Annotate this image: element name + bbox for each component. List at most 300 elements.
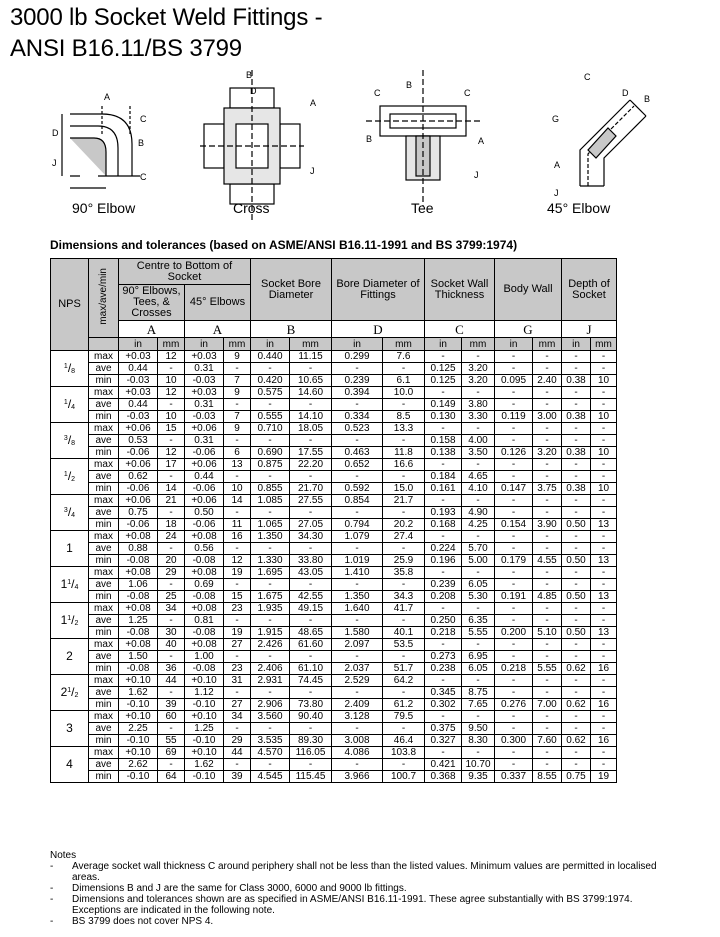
- value-cell: -: [462, 495, 495, 507]
- value-cell: -: [533, 687, 562, 699]
- nps-denominator: 8: [71, 439, 76, 447]
- note-text: Dimensions B and J are the same for Class 3000, 6000 and 9000 lb fittings.: [72, 883, 407, 894]
- table-row: [51, 651, 617, 663]
- table-row: [51, 687, 617, 699]
- nps-whole: 2: [60, 684, 68, 699]
- header-nps: NPS: [51, 259, 89, 351]
- value-cell: -: [383, 651, 425, 663]
- nps-numerator: 3: [63, 506, 68, 514]
- value-cell: -: [495, 471, 533, 483]
- value-cell: -: [383, 723, 425, 735]
- value-cell: 3.128: [332, 711, 383, 723]
- limit-cell: ave: [89, 435, 119, 447]
- dim-letter: A: [185, 321, 251, 338]
- value-cell: 0.50: [562, 591, 591, 603]
- value-cell: 0.238: [425, 663, 462, 675]
- header-centre-elbows-tees: 90° Elbows, Tees, & Crosses: [119, 285, 185, 321]
- value-cell: -: [562, 495, 591, 507]
- value-cell: 0.44: [119, 399, 158, 411]
- header-wall-thickness: Socket Wall Thickness: [425, 259, 495, 321]
- svg-text:C: C: [464, 88, 471, 98]
- unit-header: in: [185, 338, 224, 351]
- svg-text:B: B: [406, 80, 413, 90]
- value-cell: -: [158, 399, 185, 411]
- value-cell: 10: [591, 411, 617, 423]
- limit-cell: max: [89, 711, 119, 723]
- value-cell: -: [224, 579, 251, 591]
- value-cell: -: [383, 759, 425, 771]
- value-cell: -: [290, 363, 332, 375]
- note-item: [50, 916, 660, 927]
- value-cell: 49.15: [290, 603, 332, 615]
- value-cell: +0.08: [119, 639, 158, 651]
- value-cell: 25: [158, 591, 185, 603]
- value-cell: 0.50: [562, 555, 591, 567]
- value-cell: 0.239: [332, 375, 383, 387]
- value-cell: +0.10: [185, 711, 224, 723]
- value-cell: -: [332, 363, 383, 375]
- value-cell: 4.25: [462, 519, 495, 531]
- value-cell: -: [383, 543, 425, 555]
- value-cell: -: [591, 435, 617, 447]
- value-cell: -: [533, 543, 562, 555]
- value-cell: 40: [158, 639, 185, 651]
- value-cell: -: [495, 723, 533, 735]
- value-cell: -: [462, 603, 495, 615]
- dim-letter: J: [562, 321, 617, 338]
- nps-whole: 4: [66, 757, 73, 771]
- value-cell: -: [332, 759, 383, 771]
- value-cell: 74.45: [290, 675, 332, 687]
- value-cell: 30: [158, 627, 185, 639]
- value-cell: 11.8: [383, 447, 425, 459]
- svg-text:B: B: [138, 138, 145, 148]
- value-cell: 10: [158, 411, 185, 423]
- value-cell: 29: [158, 567, 185, 579]
- value-cell: 23: [224, 663, 251, 675]
- value-cell: 46.4: [383, 735, 425, 747]
- value-cell: -: [495, 567, 533, 579]
- value-cell: 6.1: [383, 375, 425, 387]
- value-cell: -: [562, 747, 591, 759]
- unit-header: mm: [462, 338, 495, 351]
- value-cell: -: [533, 579, 562, 591]
- value-cell: 8.30: [462, 735, 495, 747]
- value-cell: 55: [158, 735, 185, 747]
- unit-header: mm: [224, 338, 251, 351]
- value-cell: 2.931: [251, 675, 290, 687]
- value-cell: -: [332, 651, 383, 663]
- value-cell: 0.875: [251, 459, 290, 471]
- value-cell: 10.0: [383, 387, 425, 399]
- value-cell: -: [224, 435, 251, 447]
- value-cell: 6.05: [462, 663, 495, 675]
- value-cell: 19: [591, 771, 617, 783]
- value-cell: 0.184: [425, 471, 462, 483]
- nps-cell: [51, 711, 89, 747]
- limit-cell: ave: [89, 723, 119, 735]
- elbow-45-label: 45° Elbow: [547, 200, 611, 216]
- value-cell: 0.56: [185, 543, 224, 555]
- value-cell: -: [562, 471, 591, 483]
- value-cell: 2.906: [251, 699, 290, 711]
- header-socket-bore: Socket Bore Diameter: [251, 259, 332, 321]
- value-cell: 5.55: [533, 663, 562, 675]
- value-cell: 2.529: [332, 675, 383, 687]
- limit-cell: max: [89, 567, 119, 579]
- value-cell: -: [425, 531, 462, 543]
- value-cell: -0.08: [119, 555, 158, 567]
- note-text: BS 3799 does not cover NPS 4.: [72, 916, 214, 927]
- value-cell: -: [158, 579, 185, 591]
- value-cell: 0.224: [425, 543, 462, 555]
- limit-cell: ave: [89, 507, 119, 519]
- value-cell: -: [562, 387, 591, 399]
- value-cell: +0.08: [119, 531, 158, 543]
- notes-list: [50, 861, 660, 927]
- value-cell: 69: [158, 747, 185, 759]
- table-row: [51, 759, 617, 771]
- value-cell: 34.30: [290, 531, 332, 543]
- table-row: [51, 471, 617, 483]
- value-cell: -: [332, 687, 383, 699]
- nps-numerator: 1: [67, 686, 72, 694]
- value-cell: 12: [158, 387, 185, 399]
- limit-cell: min: [89, 375, 119, 387]
- limit-cell: ave: [89, 543, 119, 555]
- value-cell: 44: [224, 747, 251, 759]
- svg-text:A: A: [310, 98, 317, 108]
- value-cell: 2.409: [332, 699, 383, 711]
- value-cell: -0.10: [185, 735, 224, 747]
- value-cell: 11.15: [290, 351, 332, 363]
- value-cell: 0.31: [185, 435, 224, 447]
- header-centre-to-bottom: Centre to Bottom of Socket: [119, 259, 251, 285]
- table-row: [51, 663, 617, 675]
- value-cell: 0.158: [425, 435, 462, 447]
- value-cell: -0.10: [185, 699, 224, 711]
- value-cell: -: [495, 759, 533, 771]
- value-cell: 7.6: [383, 351, 425, 363]
- table-row: [51, 519, 617, 531]
- value-cell: 0.75: [562, 771, 591, 783]
- value-cell: -0.08: [185, 663, 224, 675]
- nps-whole: 1: [66, 541, 73, 555]
- value-cell: +0.06: [119, 459, 158, 471]
- value-cell: -: [158, 471, 185, 483]
- value-cell: 1.25: [119, 615, 158, 627]
- dim-letter: G: [495, 321, 562, 338]
- table-row: [51, 579, 617, 591]
- value-cell: 4.086: [332, 747, 383, 759]
- value-cell: -: [533, 639, 562, 651]
- value-cell: -: [224, 759, 251, 771]
- value-cell: 0.854: [332, 495, 383, 507]
- value-cell: 3.00: [533, 411, 562, 423]
- value-cell: 0.38: [562, 375, 591, 387]
- nps-cell: [51, 495, 89, 531]
- value-cell: 6.35: [462, 615, 495, 627]
- value-cell: 0.179: [495, 555, 533, 567]
- value-cell: -: [562, 615, 591, 627]
- value-cell: -: [495, 387, 533, 399]
- value-cell: -: [425, 639, 462, 651]
- value-cell: -: [562, 723, 591, 735]
- value-cell: 10: [158, 375, 185, 387]
- table-row: [51, 435, 617, 447]
- value-cell: 19: [224, 627, 251, 639]
- value-cell: -: [462, 459, 495, 471]
- value-cell: -: [290, 399, 332, 411]
- value-cell: 0.299: [332, 351, 383, 363]
- value-cell: -0.06: [119, 483, 158, 495]
- page-title: [10, 2, 322, 64]
- value-cell: 1.12: [185, 687, 224, 699]
- value-cell: -: [158, 615, 185, 627]
- limit-cell: min: [89, 411, 119, 423]
- value-cell: -: [562, 675, 591, 687]
- value-cell: 0.147: [495, 483, 533, 495]
- value-cell: 0.31: [185, 399, 224, 411]
- tee-drawing: [366, 70, 484, 206]
- value-cell: 15: [224, 591, 251, 603]
- value-cell: 6: [224, 447, 251, 459]
- value-cell: 0.69: [185, 579, 224, 591]
- value-cell: +0.08: [185, 531, 224, 543]
- value-cell: -0.06: [119, 519, 158, 531]
- value-cell: 3.30: [462, 411, 495, 423]
- value-cell: 0.218: [495, 663, 533, 675]
- note-bullet: -: [50, 861, 54, 872]
- value-cell: 0.250: [425, 615, 462, 627]
- value-cell: -0.03: [185, 411, 224, 423]
- note-item: [50, 894, 660, 916]
- value-cell: 4.85: [533, 591, 562, 603]
- value-cell: 39: [224, 771, 251, 783]
- value-cell: 13: [224, 459, 251, 471]
- value-cell: -: [290, 507, 332, 519]
- value-cell: 0.710: [251, 423, 290, 435]
- value-cell: 1.62: [119, 687, 158, 699]
- table-row: [51, 567, 617, 579]
- value-cell: 3.20: [533, 447, 562, 459]
- value-cell: 0.38: [562, 411, 591, 423]
- svg-text:D: D: [52, 128, 59, 138]
- nps-fraction-slash: /: [67, 360, 72, 375]
- value-cell: 15.0: [383, 483, 425, 495]
- value-cell: -0.10: [119, 735, 158, 747]
- value-cell: -: [251, 363, 290, 375]
- value-cell: 0.149: [425, 399, 462, 411]
- value-cell: 0.196: [425, 555, 462, 567]
- value-cell: 9.35: [462, 771, 495, 783]
- limit-cell: min: [89, 519, 119, 531]
- value-cell: -: [290, 759, 332, 771]
- value-cell: -: [533, 351, 562, 363]
- nps-denominator: 4: [71, 511, 76, 519]
- value-cell: 0.523: [332, 423, 383, 435]
- value-cell: -: [591, 387, 617, 399]
- value-cell: -: [224, 507, 251, 519]
- value-cell: 20.2: [383, 519, 425, 531]
- table-row: [51, 591, 617, 603]
- value-cell: 51.7: [383, 663, 425, 675]
- value-cell: -: [562, 543, 591, 555]
- value-cell: -: [462, 387, 495, 399]
- value-cell: 1.640: [332, 603, 383, 615]
- value-cell: -: [251, 759, 290, 771]
- value-cell: 1.330: [251, 555, 290, 567]
- value-cell: 7: [224, 375, 251, 387]
- svg-text:A: A: [104, 92, 111, 102]
- value-cell: -: [591, 579, 617, 591]
- unit-header: in: [425, 338, 462, 351]
- value-cell: 13: [591, 519, 617, 531]
- value-cell: 27.4: [383, 531, 425, 543]
- table-row: [51, 735, 617, 747]
- value-cell: 64.2: [383, 675, 425, 687]
- nps-cell: [51, 423, 89, 459]
- value-cell: 0.119: [495, 411, 533, 423]
- limit-cell: max: [89, 423, 119, 435]
- value-cell: 1.25: [185, 723, 224, 735]
- value-cell: -: [425, 423, 462, 435]
- value-cell: +0.03: [119, 351, 158, 363]
- value-cell: -0.03: [119, 411, 158, 423]
- table-row: [51, 675, 617, 687]
- value-cell: -: [533, 387, 562, 399]
- value-cell: 0.50: [185, 507, 224, 519]
- value-cell: -: [425, 711, 462, 723]
- value-cell: 1.62: [185, 759, 224, 771]
- value-cell: -: [495, 507, 533, 519]
- value-cell: -: [591, 543, 617, 555]
- value-cell: 17: [158, 459, 185, 471]
- value-cell: 0.421: [425, 759, 462, 771]
- value-cell: 3.50: [462, 447, 495, 459]
- value-cell: -: [251, 543, 290, 555]
- value-cell: -: [290, 615, 332, 627]
- value-cell: 0.273: [425, 651, 462, 663]
- limit-cell: min: [89, 483, 119, 495]
- value-cell: -0.08: [185, 591, 224, 603]
- value-cell: 0.208: [425, 591, 462, 603]
- value-cell: -: [562, 651, 591, 663]
- title-line-2: ANSI B16.11/BS 3799: [10, 35, 242, 62]
- table-row: [51, 423, 617, 435]
- value-cell: 3.90: [533, 519, 562, 531]
- value-cell: -: [591, 495, 617, 507]
- value-cell: -: [562, 579, 591, 591]
- value-cell: 0.193: [425, 507, 462, 519]
- value-cell: -: [591, 615, 617, 627]
- value-cell: 4.570: [251, 747, 290, 759]
- title-line-1: 3000 lb Socket Weld Fittings -: [10, 4, 323, 31]
- value-cell: +0.03: [119, 387, 158, 399]
- nps-cell: [51, 531, 89, 567]
- value-cell: 14.60: [290, 387, 332, 399]
- table-row: [51, 771, 617, 783]
- value-cell: 0.62: [562, 735, 591, 747]
- unit-header: mm: [383, 338, 425, 351]
- value-cell: -0.03: [119, 375, 158, 387]
- value-cell: -: [562, 459, 591, 471]
- value-cell: 27: [224, 699, 251, 711]
- value-cell: 0.794: [332, 519, 383, 531]
- table-row: [51, 459, 617, 471]
- value-cell: -: [562, 423, 591, 435]
- value-cell: -: [425, 603, 462, 615]
- table-row: [51, 555, 617, 567]
- value-cell: 3.75: [533, 483, 562, 495]
- value-cell: 3.535: [251, 735, 290, 747]
- value-cell: -: [495, 639, 533, 651]
- value-cell: -: [462, 711, 495, 723]
- tee-label: Tee: [411, 200, 434, 216]
- table-row: [51, 483, 617, 495]
- table-row: [51, 603, 617, 615]
- value-cell: -: [495, 531, 533, 543]
- header-limit: max/ave/min: [89, 259, 119, 338]
- value-cell: +0.10: [185, 747, 224, 759]
- nps-denominator: 8: [71, 367, 76, 375]
- value-cell: 7: [224, 411, 251, 423]
- value-cell: 8.75: [462, 687, 495, 699]
- value-cell: 0.125: [425, 375, 462, 387]
- value-cell: 90.40: [290, 711, 332, 723]
- value-cell: 1.065: [251, 519, 290, 531]
- table-row: [51, 627, 617, 639]
- value-cell: 14: [158, 483, 185, 495]
- value-cell: 2.406: [251, 663, 290, 675]
- value-cell: 10: [591, 447, 617, 459]
- value-cell: 12: [158, 447, 185, 459]
- value-cell: -: [383, 363, 425, 375]
- value-cell: -0.06: [185, 447, 224, 459]
- value-cell: -0.08: [119, 627, 158, 639]
- svg-text:J: J: [310, 166, 315, 176]
- nps-cell: [51, 567, 89, 603]
- value-cell: 18.05: [290, 423, 332, 435]
- value-cell: -: [158, 507, 185, 519]
- unit-header: in: [119, 338, 158, 351]
- value-cell: -: [158, 723, 185, 735]
- value-cell: -: [224, 471, 251, 483]
- value-cell: 14: [224, 495, 251, 507]
- value-cell: 34: [158, 603, 185, 615]
- svg-text:B: B: [644, 94, 651, 104]
- note-item: [50, 861, 660, 883]
- value-cell: -: [591, 723, 617, 735]
- nps-fraction-slash: /: [67, 432, 72, 447]
- value-cell: -: [425, 747, 462, 759]
- svg-text:G: G: [552, 114, 560, 124]
- limit-cell: max: [89, 351, 119, 363]
- value-cell: -: [290, 579, 332, 591]
- value-cell: 15: [158, 423, 185, 435]
- value-cell: 4.00: [462, 435, 495, 447]
- value-cell: +0.06: [185, 495, 224, 507]
- value-cell: 0.334: [332, 411, 383, 423]
- value-cell: -: [533, 723, 562, 735]
- value-cell: -: [591, 687, 617, 699]
- value-cell: -: [158, 435, 185, 447]
- value-cell: -: [251, 615, 290, 627]
- value-cell: -: [591, 567, 617, 579]
- value-cell: -0.08: [185, 555, 224, 567]
- value-cell: 34.3: [383, 591, 425, 603]
- value-cell: 0.126: [495, 447, 533, 459]
